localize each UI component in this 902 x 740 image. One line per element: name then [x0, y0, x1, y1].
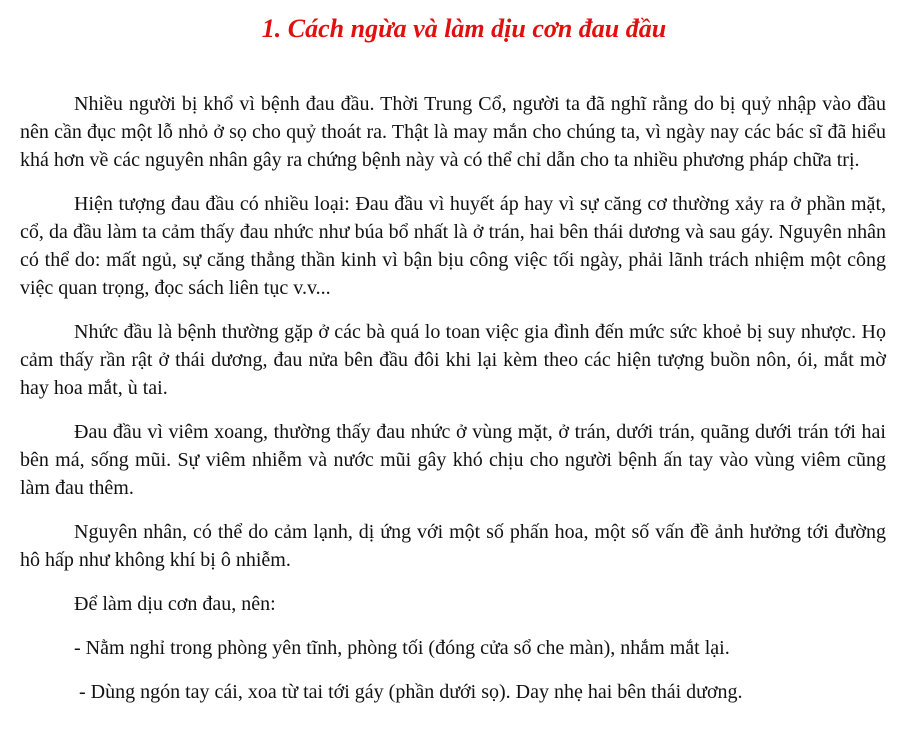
paragraph-sinusitis: Đau đầu vì viêm xoang, thường thấy đau nhức ở vùng mặt, ở trán, dưới trán, quãng dưới trán tới hai bên má, sống mũi. Sự viêm nhiễm và nước mũi gây khó chịu cho người bệnh ấn tay vào vùng viêm cũng làm đau thêm. [20, 421, 886, 499]
section-title: 1. Cách ngừa và làm dịu cơn đau đầu [261, 14, 667, 43]
paragraph-causes: Nguyên nhân, có thể do cảm lạnh, dị ứng với một số phấn hoa, một số vấn đề ảnh hưởng tới đường hô hấp như không khí bị ô nhiễm. [20, 521, 886, 571]
paragraph-intro: Nhiều người bị khổ vì bệnh đau đầu. Thời Trung Cổ, người ta đã nghĩ rằng do bị quỷ nhập vào đầu nên cần đục một lỗ nhỏ ở sọ cho quỷ thoát ra. Thật là may mắn cho chúng ta, vì ngày nay các bác sĩ đã hiểu khá hơn về các nguyên nhân gây ra chứng bệnh này và có thể chỉ dẫn cho ta nhiều phương pháp chữa trị. [20, 93, 886, 171]
paragraph-headache-types: Hiện tượng đau đầu có nhiều loại: Đau đầu vì huyết áp hay vì sự căng cơ thường xảy ra ở phần mặt, cổ, da đầu làm ta cảm thấy đau nhức như búa bổ nhất là ở trán, hai bên thái dương và sau gáy. Nguyên nhân có thể do: mất ngủ, sự căng thẳng thần kinh vì bận bịu công việc tối ngày, phải lãnh trách nhiệm một công việc quan trọng, đọc sách liên tục v.v... [20, 193, 886, 299]
remedy-list-item: - Nằm nghỉ trong phòng yên tĩnh, phòng tối (đóng cửa sổ che màn), nhắm mắt lại. [74, 637, 730, 659]
paragraph-remedies-intro: Để làm dịu cơn đau, nên: [74, 593, 276, 615]
paragraph-migraine: Nhức đầu là bệnh thường gặp ở các bà quá lo toan việc gia đình đến mức sức khoẻ bị suy nhược. Họ cảm thấy rần rật ở thái dương, đau nửa bên đầu đôi khi lại kèm theo các hiện tượng buồn nôn, ói, mắt mờ hay hoa mắt, ù tai. [20, 321, 886, 399]
remedy-list-item: - Dùng ngón tay cái, xoa từ tai tới gáy (phần dưới sọ). Day nhẹ hai bên thái dương. [79, 681, 743, 703]
document-body [20, 90, 886, 706]
document-page [20, 0, 886, 722]
